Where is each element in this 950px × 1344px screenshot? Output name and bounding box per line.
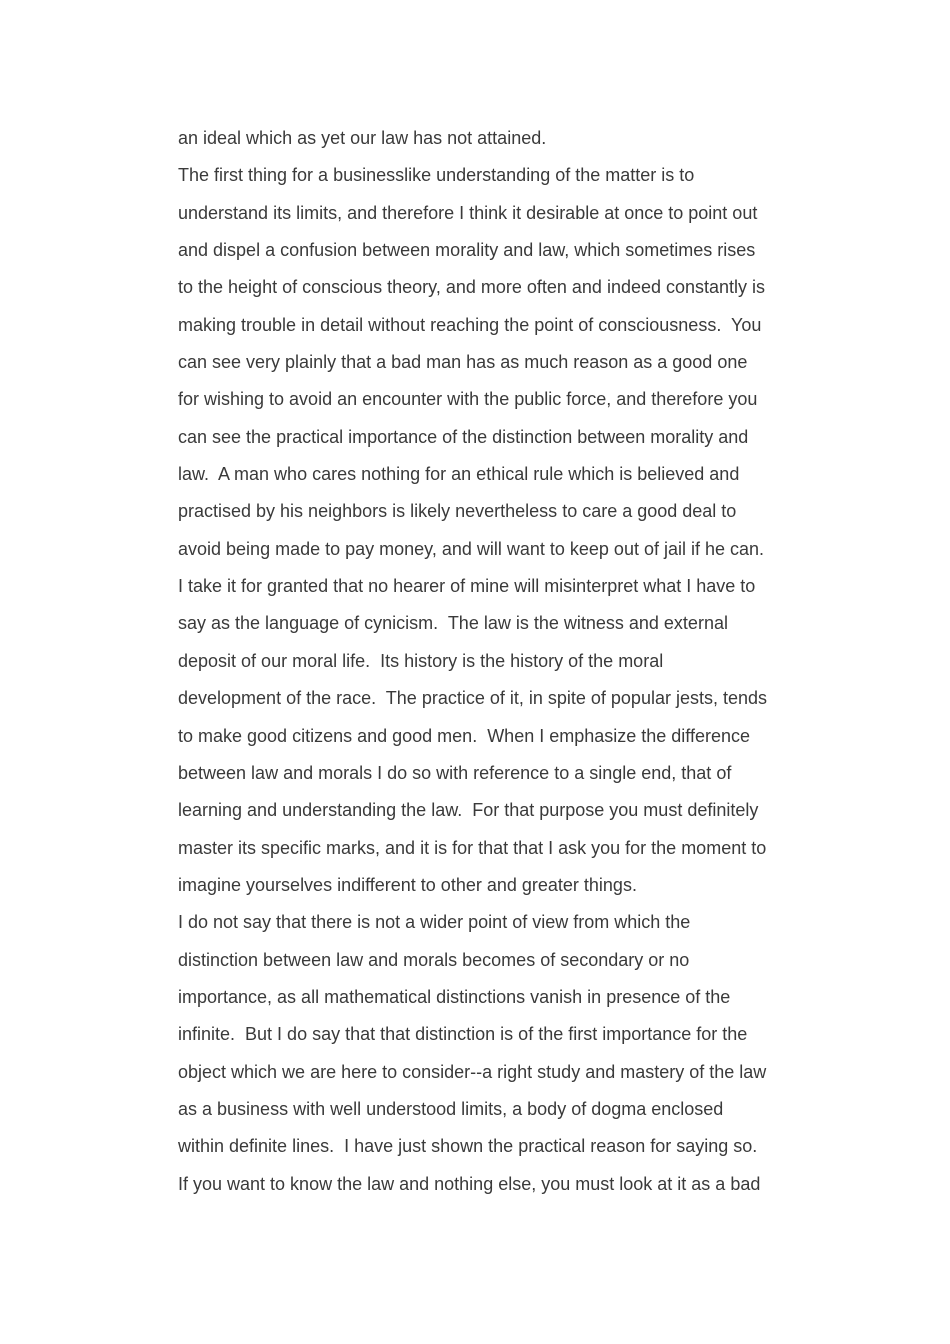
text-line: master its specific marks, and it is for that that I ask you for the moment to: [178, 837, 767, 858]
text-line: making trouble in detail without reaching the point of consciousness. You: [178, 314, 762, 335]
text-line: within definite lines. I have just shown the practical reason for saying so.: [178, 1136, 758, 1157]
text-line: If you want to know the law and nothing else, you must look at it as a bad: [178, 1173, 761, 1194]
text-line: and dispel a confusion between morality and law, which sometimes rises: [178, 240, 756, 261]
text-line: I take it for granted that no hearer of mine will misinterpret what I have to: [178, 576, 756, 597]
text-line: can see the practical importance of the distinction between morality and: [178, 426, 749, 447]
text-line: to make good citizens and good men. When I emphasize the difference: [178, 725, 751, 746]
text-line: between law and morals I do so with reference to a single end, that of: [178, 762, 732, 783]
text-line: deposit of our moral life. Its history is the history of the moral: [178, 650, 664, 671]
text-line: learning and understanding the law. For that purpose you must definitely: [178, 800, 759, 821]
body-text: [178, 120, 818, 1203]
text-line: The first thing for a businesslike understanding of the matter is to: [178, 165, 695, 186]
text-line: infinite. But I do say that that distinction is of the first importance for the: [178, 1024, 748, 1045]
text-line: law. A man who cares nothing for an ethical rule which is believed and: [178, 464, 740, 485]
text-line: importance, as all mathematical distinctions vanish in presence of the: [178, 986, 731, 1007]
text-line: practised by his neighbors is likely nevertheless to care a good deal to: [178, 501, 737, 522]
text-line: an ideal which as yet our law has not attained.: [178, 128, 547, 148]
text-line: to the height of conscious theory, and more often and indeed constantly is: [178, 277, 766, 298]
text-line: distinction between law and morals becomes of secondary or no: [178, 949, 690, 970]
text-line: say as the language of cynicism. The law is the witness and external: [178, 613, 728, 634]
text-line: development of the race. The practice of it, in spite of popular jests, tends: [178, 688, 767, 709]
text-line: for wishing to avoid an encounter with the public force, and therefore you: [178, 389, 758, 410]
text-line: imagine yourselves indifferent to other and greater things.: [178, 874, 637, 895]
text-line: understand its limits, and therefore I think it desirable at once to point out: [178, 202, 758, 223]
text-line: avoid being made to pay money, and will want to keep out of jail if he can.: [178, 538, 765, 559]
text-line: can see very plainly that a bad man has as much reason as a good one: [178, 352, 748, 373]
text-line: object which we are here to consider--a right study and mastery of the law: [178, 1061, 767, 1082]
text-line: as a business with well understood limits, a body of dogma enclosed: [178, 1098, 724, 1119]
text-line: I do not say that there is not a wider point of view from which the: [178, 912, 691, 933]
